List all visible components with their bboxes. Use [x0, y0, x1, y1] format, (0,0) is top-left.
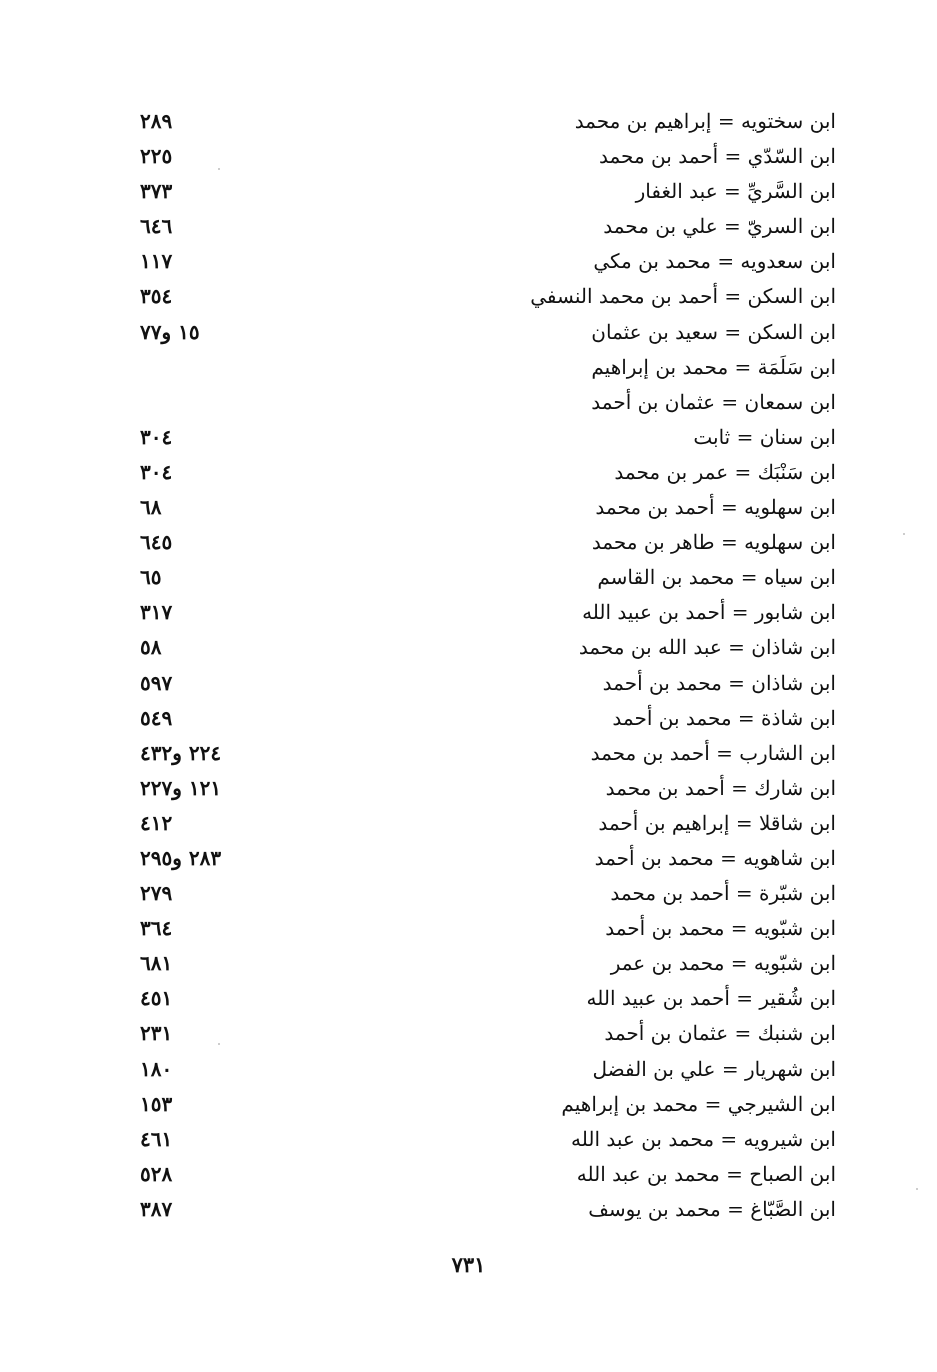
entry-page-refs: ٢٣١ [140, 1021, 173, 1046]
entry-name: ابن الشيرجي = محمد بن إبراهيم [561, 1091, 836, 1116]
entry-name: ابن شاهويه = محمد بن أحمد [594, 845, 836, 870]
entry-page-refs: ٥٢٨ [140, 1161, 173, 1186]
index-row [120, 1157, 836, 1192]
entry-name: ابن سَنْبَك = عمر بن محمد [614, 459, 836, 484]
page-number: ٧٣١ [451, 1252, 486, 1277]
entry-name: ابن شابور = أحمد بن عبيد الله [582, 600, 836, 625]
entry-name: ابن سعدويه = محمد بن مكي [593, 249, 836, 274]
index-row [120, 139, 836, 174]
entry-page-refs: ٣٥٤ [140, 284, 173, 309]
entry-page-refs: ٤٥١ [140, 986, 173, 1011]
index-row [120, 315, 836, 350]
entry-page-refs: ٢٨٩ [140, 109, 173, 133]
entry-page-refs: ٦٨ [140, 495, 162, 520]
index-row [120, 771, 836, 806]
entry-name: ابن شهريار = علي بن الفضل [592, 1056, 836, 1081]
index-row [120, 525, 836, 560]
entry-name: ابن سهلويه = طاهر بن محمد [591, 530, 836, 555]
entry-name: ابن شارك = أحمد بن محمد [605, 775, 836, 800]
entry-name: ابن شبّويه = محمد بن عمر [610, 951, 836, 976]
index-row [120, 104, 836, 139]
index-row [120, 630, 836, 665]
index-row [120, 420, 836, 455]
entry-page-refs: ٣٠٤ [140, 459, 173, 484]
entry-name: ابن سختويه = إبراهيم بن محمد [574, 109, 836, 133]
entry-name: ابن الصباح = محمد بن عبد الله [576, 1161, 836, 1186]
entry-name: ابن الصَّبّاغ = محمد بن يوسف [588, 1196, 836, 1221]
entry-name: ابن سنان = ثابت [693, 424, 836, 449]
scan-speck [218, 168, 220, 170]
entry-name: ابن شُقير = أحمد بن عبيد الله [586, 986, 836, 1011]
entry-page-refs: ٢٧٩ [140, 881, 173, 906]
entry-page-refs: ٣٧٣ [140, 179, 173, 204]
entry-name: ابن شنبك = عثمان بن أحمد [604, 1021, 836, 1046]
entry-name: ابن سمعان = عثمان بن أحمد [591, 389, 836, 414]
index-row [120, 385, 836, 420]
index-row [120, 1052, 836, 1087]
index-row [120, 455, 836, 490]
index-row [120, 350, 836, 385]
entry-name: ابن السكن = سعيد بن عثمان [591, 319, 836, 344]
entry-name: ابن شبّرة = أحمد بن محمد [610, 881, 836, 906]
scan-speck [903, 533, 905, 535]
index-row [120, 244, 836, 279]
entry-page-refs: ٣١٧ [140, 600, 173, 625]
entry-page-refs: ٤٦١ [140, 1126, 173, 1151]
index-row [120, 1192, 836, 1227]
index-row [120, 490, 836, 525]
index-row [120, 595, 836, 630]
index-row [120, 736, 836, 771]
index-row [120, 560, 836, 595]
index-row [120, 1016, 836, 1051]
entry-name: ابن شاذة = محمد بن أحمد [612, 705, 836, 730]
entry-page-refs: ٥٤٩ [140, 705, 173, 730]
name-index-list [120, 104, 836, 1227]
entry-page-refs: ١٢١ و٢٢٧ [140, 775, 222, 800]
entry-page-refs: ٥٩٧ [140, 670, 173, 695]
entry-name: ابن شيرويه = محمد بن عبد الله [571, 1126, 836, 1151]
entry-name: ابن السّدّي = أحمد بن محمد [599, 144, 836, 169]
entry-name: ابن سهلويه = أحمد بن محمد [595, 495, 836, 520]
entry-page-refs: ٣٠٤ [140, 424, 173, 449]
entry-page-refs: ١٨٠ [140, 1056, 173, 1081]
entry-name: ابن السَّريِّ = عبد الغفار [635, 179, 836, 204]
entry-page-refs: ٦٤٥ [140, 530, 173, 555]
entry-name: ابن السريّ = علي بن محمد [603, 214, 836, 239]
entry-name: ابن سياه = محمد بن القاسم [597, 565, 836, 590]
index-row [120, 946, 836, 981]
index-row [120, 981, 836, 1016]
entry-name: ابن سَلَمَة = محمد بن إبراهيم [591, 354, 836, 379]
entry-page-refs: ١٥ و٧٧ [140, 319, 200, 344]
entry-name: ابن شاذان = محمد بن أحمد [602, 670, 836, 695]
entry-page-refs: ٦٨١ [140, 951, 173, 976]
index-row [120, 174, 836, 209]
index-row [120, 1122, 836, 1157]
index-row [120, 806, 836, 841]
index-row [120, 911, 836, 946]
entry-name: ابن شبّويه = محمد بن أحمد [605, 916, 836, 941]
entry-page-refs: ٣٨٧ [140, 1196, 173, 1221]
index-row [120, 666, 836, 701]
index-row [120, 701, 836, 736]
entry-page-refs: ٦٥ [140, 565, 162, 590]
entry-name: ابن الشارب = أحمد بن محمد [590, 740, 836, 765]
entry-name: ابن السكن = أحمد بن محمد النسفي [530, 284, 836, 309]
index-row [120, 209, 836, 244]
entry-page-refs: ٤١٢ [140, 810, 173, 835]
entry-page-refs: ٢٨٣ و٢٩٥ [140, 845, 222, 870]
entry-page-refs: ١٥٣ [140, 1091, 173, 1116]
index-row [120, 841, 836, 876]
entry-page-refs: ٦٤٦ [140, 214, 173, 239]
index-row [120, 279, 836, 314]
scan-speck [218, 1043, 220, 1045]
entry-name: ابن شاذان = عبد الله بن محمد [578, 635, 836, 660]
index-row [120, 1087, 836, 1122]
scan-speck [916, 1188, 918, 1190]
index-row [120, 876, 836, 911]
entry-page-refs: ٣٦٤ [140, 916, 173, 941]
entry-page-refs: ٥٨ [140, 635, 162, 660]
entry-page-refs: ٢٢٥ [140, 144, 173, 169]
entry-page-refs: ١١٧ [140, 249, 173, 274]
entry-page-refs: ٢٢٤ و٤٣٢ [140, 740, 222, 765]
entry-name: ابن شاقلا = إبراهيم بن أحمد [598, 810, 836, 835]
